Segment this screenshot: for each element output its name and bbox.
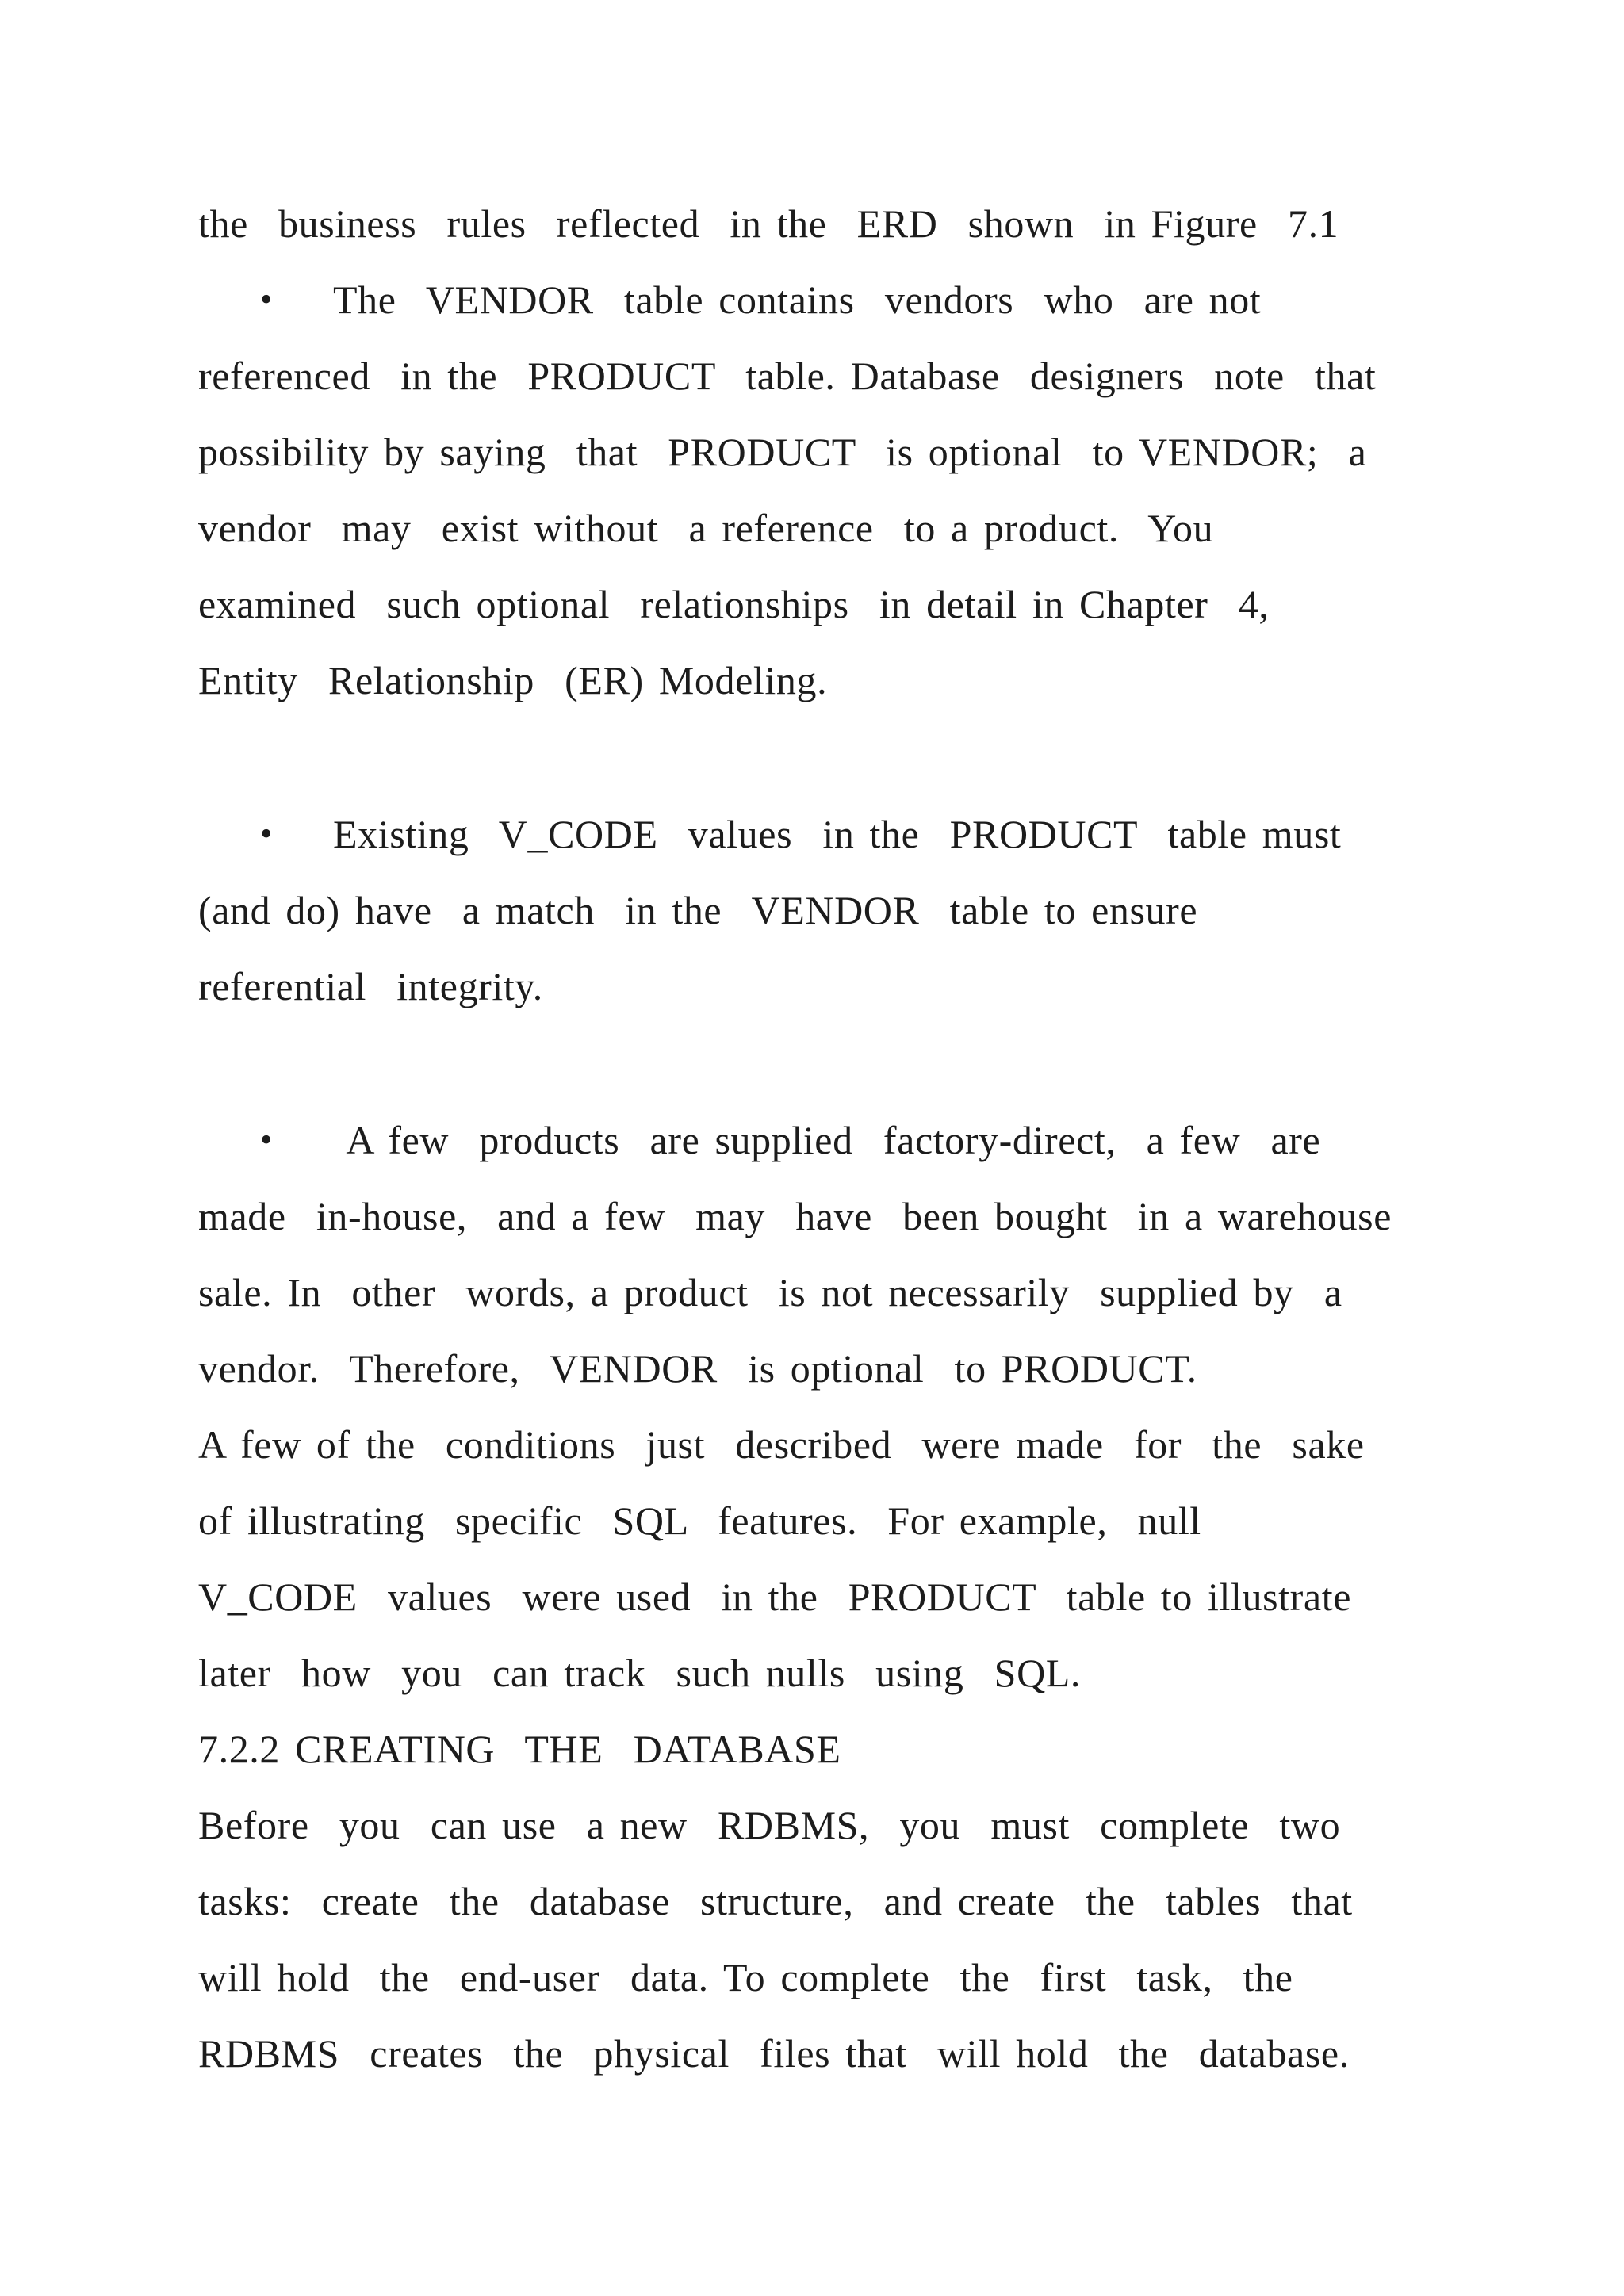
bullet-line: Entity Relationship (ER) Modeling. [198,658,828,702]
bullet-line: vendor. Therefore, VENDOR is optional to PRODUCT. [198,1346,1197,1391]
paragraph-line: RDBMS creates the physical files that will hold the database. [198,2031,1350,2076]
paragraph-line: later how you can track such nulls using SQL. [198,1651,1082,1695]
section-heading: 7.2.2 CREATING THE DATABASE [198,1727,841,1771]
bullet-icon: • [260,280,273,319]
bullet-icon: • [260,1120,273,1159]
bullet-line: (and do) have a match in the VENDOR table to ensure [198,888,1198,932]
paragraph-line: A few of the conditions just described were made for the sake [198,1422,1365,1467]
paragraph-line: Before you can use a new RDBMS, you must complete two [198,1803,1341,1847]
bullet-line: examined such optional relationships in detail in Chapter 4, [198,582,1270,626]
bullet-line: The VENDOR table contains vendors who are not [333,277,1262,322]
bullet-line: A few products are supplied factory-direct, a few are [333,1118,1321,1162]
paragraph-line: tasks: create the database structure, and create the tables that [198,1879,1353,1923]
bullet-line: vendor may exist without a reference to a product. You [198,506,1214,550]
bullet-line: made in-house, and a few may have been bought in a warehouse [198,1194,1392,1238]
bullet-line: sale. In other words, a product is not necessarily supplied by a [198,1270,1342,1314]
bullet-icon: • [260,814,273,853]
bullet-line: Existing V_CODE values in the PRODUCT table must [333,812,1342,856]
bullet-line: possibility by saying that PRODUCT is optional to VENDOR; a [198,430,1367,474]
paragraph-line: V_CODE values were used in the PRODUCT table to illustrate [198,1575,1352,1619]
paragraph-line: will hold the end-user data. To complete the first task, the [198,1955,1293,1999]
paragraph-line: of illustrating specific SQL features. For example, null [198,1498,1201,1543]
bullet-line: referential integrity. [198,964,543,1008]
paragraph-line: the business rules reflected in the ERD shown in Figure 7.1 [198,201,1339,246]
bullet-line: referenced in the PRODUCT table. Database designers note that [198,354,1377,398]
